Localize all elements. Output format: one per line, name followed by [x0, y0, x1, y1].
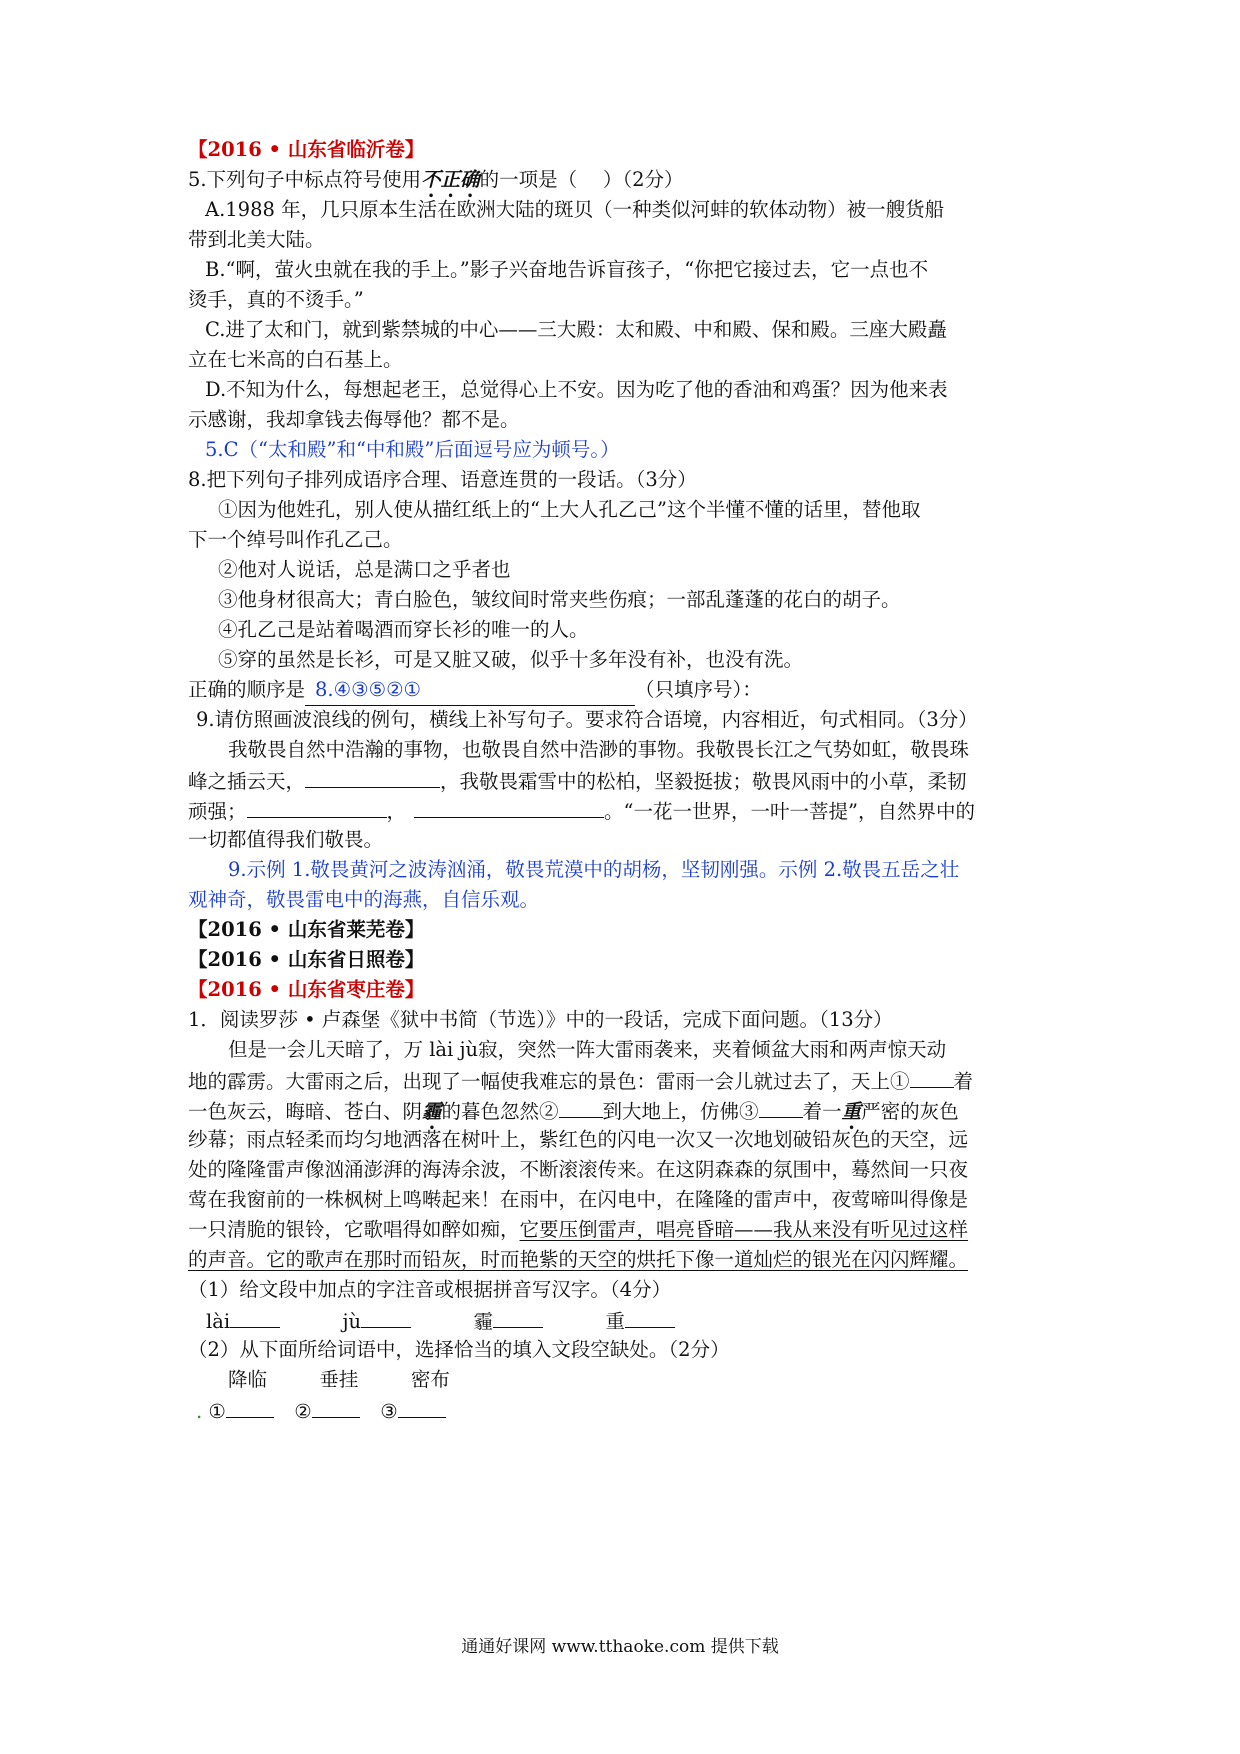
- fill-blank[interactable]: [414, 795, 604, 818]
- q1-subquestion-2-blanks: . ① ② ③: [196, 1395, 446, 1425]
- q1-passage-line8: 的声音。它的歌声在那时而铅灰，时而艳紫的天空的烘托下像一道灿烂的银光在闪闪辉耀。: [188, 1248, 969, 1271]
- q1-passage-line1: 但是一会儿天暗了，万 lài jù寂，突然一阵大雷雨袭来，夹着倾盆大雨和两声惊天动: [228, 1038, 947, 1061]
- q8-sentence-4: ④孔乙己是站着喝酒而穿长衫的唯一的人。: [218, 618, 589, 641]
- q1-passage-line3: 一色灰云，晦暗、苍白、阴霾的暮色忽然② 到大地上，仿佛③ 着一重严密的灰色: [188, 1095, 959, 1125]
- fill-blank[interactable]: [910, 1065, 954, 1088]
- q8-stem: 8.把下列句子排列成语序合理、语意连贯的一段话。（3分）: [188, 468, 697, 491]
- q5-option-d-line1: D.不知为什么，每想起老王，总觉得心上不安。因为吃了他的香油和鸡蛋？因为他来表: [205, 378, 948, 401]
- fill-blank[interactable]: [559, 1095, 603, 1118]
- fill-blank[interactable]: [247, 795, 387, 818]
- fill-blank[interactable]: [230, 1305, 280, 1328]
- q9-paragraph-line3: 顽强； ， 。“一花一世界，一叶一菩提”，自然界中的: [188, 795, 975, 825]
- q8-order-line: 正确的顺序是 8.④③⑤②① （只填序号）：: [188, 675, 762, 705]
- q9-paragraph-line2: 峰之插云天， ，我敬畏霜雪中的松柏，坚毅挺拔；敬畏风雨中的小草，柔韧: [188, 765, 967, 795]
- fill-blank[interactable]: [398, 1395, 446, 1418]
- fill-blank[interactable]: [625, 1305, 675, 1328]
- q8-sentence-1b: 下一个绰号叫作孔乙己。: [188, 528, 403, 551]
- fill-blank[interactable]: [493, 1305, 543, 1328]
- emphasis-text: 不正确: [421, 168, 480, 191]
- page-footer: 通通好课网 www.tthaoke.com 提供下载: [461, 1637, 779, 1657]
- q8-sentence-5: ⑤穿的虽然是长衫，可是又脏又破，似乎十多年没有补，也没有洗。: [218, 648, 804, 671]
- q8-order-answer: 8.④③⑤②①: [305, 675, 635, 706]
- section-heading-rizhao: 【2016 • 山东省日照卷】: [188, 948, 425, 971]
- q1-subquestion-1: （1）给文段中加点的字注音或根据拼音写汉字。（4分）: [188, 1278, 672, 1301]
- section-heading-laiwu: 【2016 • 山东省莱芜卷】: [188, 918, 425, 941]
- q5-option-a-line2: 带到北美大陆。: [188, 228, 325, 251]
- q5-option-c-line2: 立在七米高的白石基上。: [188, 348, 403, 371]
- q8-sentence-3: ③他身材很高大；青白脸色，皱纹间时常夹些伤痕；一部乱蓬蓬的花白的胡子。: [218, 588, 901, 611]
- section-heading-zaozhuang: 【2016 • 山东省枣庄卷】: [188, 978, 425, 1001]
- q9-stem: 9.请仿照画波浪线的例句，横线上补写句子。要求符合语境，内容相近，句式相同。（3分）: [196, 708, 978, 731]
- q5-option-b-line1: B.“啊，萤火虫就在我的手上。”影子兴奋地告诉盲孩子，“你把它接过去，它一点也不: [205, 258, 929, 281]
- q5-option-d-line2: 示感谢，我却拿钱去侮辱他？都不是。: [188, 408, 520, 431]
- q9-answer-line2: 观神奇，敬畏雷电中的海燕，自信乐观。: [188, 888, 540, 911]
- q5-option-a-line1: A.1988 年，几只原本生活在欧洲大陆的斑贝（一种类似河蚌的软体动物）被一艘货船: [205, 198, 945, 221]
- q1-stem: 1．阅读罗莎 • 卢森堡《狱中书简（节选）》中的一段话，完成下面问题。（13分）: [188, 1008, 893, 1031]
- q9-answer-line1: 9.示例 1.敬畏黄河之波涛汹涌，敬畏荒漠中的胡杨，坚韧刚强。示例 2.敬畏五岳之壮: [228, 858, 960, 881]
- q8-sentence-1a: ①因为他姓孔，别人使从描红纸上的“上大人孔乙己”这个半懂不懂的话里，替他取: [218, 498, 921, 521]
- q5-option-c-line1: C.进了太和门，就到紫禁城的中心——三大殿：太和殿、中和殿、保和殿。三座大殿矗: [205, 318, 947, 341]
- q1-passage-line2: 地的霹雳。大雷雨之后，出现了一幅使我难忘的景色：雷雨一会儿就过去了，天上① 着: [188, 1065, 973, 1095]
- q1-passage-line4: 纱幕；雨点轻柔而均匀地洒落在树叶上，紫红色的闪电一次又一次地划破铅灰色的天空，远: [188, 1128, 969, 1151]
- q1-subquestion-1-blanks: lài jù 霾 重: [206, 1305, 675, 1335]
- fill-blank[interactable]: [361, 1305, 411, 1328]
- q5-answer: 5.C（“太和殿”和“中和殿”后面逗号应为顿号。）: [205, 438, 620, 461]
- q5-stem: 5.下列句子中标点符号使用不正确的一项是（ ）（2分）: [188, 168, 684, 191]
- q1-passage-line6: 莺在我窗前的一株枫树上鸣啭起来！在雨中，在闪电中，在隆隆的雷声中，夜莺啼叫得像是: [188, 1188, 969, 1211]
- q1-passage-line5: 处的隆隆雷声像汹涌澎湃的海涛余波，不断滚滚传来。在这阴森森的氛围中，蓦然间一只夜: [188, 1158, 969, 1181]
- fill-blank[interactable]: [226, 1395, 274, 1418]
- q5-option-b-line2: 烫手，真的不烫手。”: [188, 288, 364, 311]
- q1-word-bank: 降临 垂挂 密布: [228, 1368, 450, 1391]
- q9-paragraph-line1: 我敬畏自然中浩瀚的事物，也敬畏自然中浩渺的事物。我敬畏长江之气势如虹，敬畏珠: [228, 738, 970, 761]
- q1-subquestion-2: （2）从下面所给词语中，选择恰当的填入文段空缺处。（2分）: [188, 1338, 730, 1361]
- fill-blank[interactable]: [312, 1395, 360, 1418]
- q8-sentence-2: ②他对人说话，总是满口之乎者也: [218, 558, 511, 581]
- fill-blank[interactable]: [305, 765, 440, 788]
- section-heading-linyi: 【2016 • 山东省临沂卷】: [188, 138, 425, 161]
- fill-blank[interactable]: [759, 1095, 803, 1118]
- q1-passage-line7: 一只清脆的银铃，它歌唱得如醉如痴，它要压倒雷声，唱亮昏暗——我从来没有听见过这样: [188, 1218, 969, 1241]
- marker-dot: .: [196, 1400, 203, 1423]
- q9-paragraph-line4: 一切都值得我们敬畏。: [188, 828, 384, 851]
